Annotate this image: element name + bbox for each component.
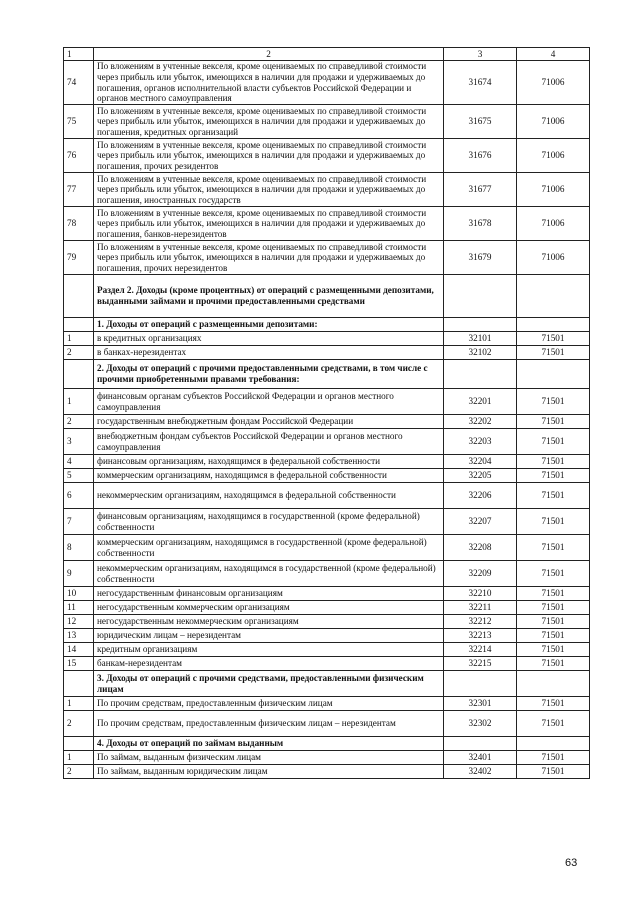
row-symbol-cell: 71501 <box>517 601 590 615</box>
table-row <box>64 601 590 615</box>
row-symbol-cell <box>517 318 590 332</box>
table-row <box>64 469 590 483</box>
row-symbol-cell: 71501 <box>517 765 590 779</box>
row-description-cell: По займам, выданным физическим лицам <box>94 751 444 765</box>
row-description-cell: коммерческим организациям, находящимся в государственной (кроме федеральной) собственности <box>94 535 444 561</box>
row-symbol-cell: 71006 <box>517 105 590 139</box>
row-number-cell: 1 <box>64 389 94 415</box>
row-account-code-cell: 32201 <box>444 389 517 415</box>
row-description-cell: По вложениям в учтенные векселя, кроме оцениваемых по справедливой стоимости через прибыль или убыток, имеющихся в наличии для продажи и удерживаемых до погашения, прочих нерезидентов <box>94 241 444 275</box>
row-symbol-cell <box>517 275 590 318</box>
table-row <box>64 657 590 671</box>
row-description-cell: негосударственным некоммерческим организациям <box>94 615 444 629</box>
row-number-cell: 1 <box>64 697 94 711</box>
row-account-code-cell: 32301 <box>444 697 517 711</box>
table-row <box>64 429 590 455</box>
row-description-cell: внебюджетным фондам субъектов Российской Федерации и органов местного самоуправления <box>94 429 444 455</box>
header-cell-2: 2 <box>94 48 444 61</box>
row-symbol-cell: 71006 <box>517 241 590 275</box>
row-symbol-cell: 71501 <box>517 455 590 469</box>
row-description-cell: финансовым организациям, находящимся в государственной (кроме федеральной) собственности <box>94 509 444 535</box>
row-account-code-cell: 31677 <box>444 173 517 207</box>
table-row <box>64 509 590 535</box>
row-number-cell <box>64 275 94 318</box>
row-description-cell: финансовым организациям, находящимся в федеральной собственности <box>94 455 444 469</box>
row-number-cell: 9 <box>64 561 94 587</box>
row-number-cell: 79 <box>64 241 94 275</box>
row-number-cell: 5 <box>64 469 94 483</box>
row-account-code-cell: 32206 <box>444 483 517 509</box>
table-row <box>64 360 590 389</box>
table-row <box>64 561 590 587</box>
row-number-cell: 76 <box>64 139 94 173</box>
row-description-cell: коммерческим организациям, находящимся в федеральной собственности <box>94 469 444 483</box>
row-symbol-cell: 71501 <box>517 657 590 671</box>
row-account-code-cell: 32101 <box>444 332 517 346</box>
row-number-cell: 10 <box>64 587 94 601</box>
row-symbol-cell <box>517 671 590 697</box>
row-symbol-cell: 71501 <box>517 643 590 657</box>
row-symbol-cell: 71501 <box>517 711 590 737</box>
header-cell-3: 3 <box>444 48 517 61</box>
table-header-row <box>64 48 590 61</box>
table-row <box>64 389 590 415</box>
row-account-code-cell: 32212 <box>444 615 517 629</box>
row-description-cell: негосударственным финансовым организациям <box>94 587 444 601</box>
row-symbol-cell: 71501 <box>517 469 590 483</box>
row-account-code-cell: 31678 <box>444 207 517 241</box>
row-description-cell: кредитным организациям <box>94 643 444 657</box>
row-symbol-cell: 71501 <box>517 697 590 711</box>
row-number-cell <box>64 737 94 751</box>
row-number-cell: 13 <box>64 629 94 643</box>
row-description-cell: в кредитных организациях <box>94 332 444 346</box>
row-description-cell: 2. Доходы от операций с прочими предоставленными средствами, в том числе с прочими приобретенными правами требования: <box>94 360 444 389</box>
row-symbol-cell: 71501 <box>517 561 590 587</box>
row-symbol-cell: 71006 <box>517 61 590 105</box>
row-symbol-cell: 71006 <box>517 207 590 241</box>
row-description-cell: 1. Доходы от операций с размещенными депозитами: <box>94 318 444 332</box>
row-number-cell: 3 <box>64 429 94 455</box>
row-account-code-cell: 32207 <box>444 509 517 535</box>
table-row <box>64 671 590 697</box>
row-account-code-cell <box>444 360 517 389</box>
row-number-cell: 2 <box>64 415 94 429</box>
table-row <box>64 346 590 360</box>
row-number-cell: 11 <box>64 601 94 615</box>
row-description-cell: По вложениям в учтенные векселя, кроме оцениваемых по справедливой стоимости через прибыль или убыток, имеющихся в наличии для продажи и удерживаемых до погашения, кредитных организаций <box>94 105 444 139</box>
income-codes-table <box>63 47 590 779</box>
row-account-code-cell: 32205 <box>444 469 517 483</box>
row-description-cell: По вложениям в учтенные векселя, кроме оцениваемых по справедливой стоимости через прибыль или убыток, имеющихся в наличии для продажи и удерживаемых до погашения, банков-нерезидентов <box>94 207 444 241</box>
table-row <box>64 275 590 318</box>
row-number-cell: 12 <box>64 615 94 629</box>
row-account-code-cell: 31675 <box>444 105 517 139</box>
row-account-code-cell: 32102 <box>444 346 517 360</box>
row-symbol-cell <box>517 737 590 751</box>
table-row <box>64 105 590 139</box>
row-description-cell: Раздел 2. Доходы (кроме процентных) от операций с размещенными депозитами, выданными займами и прочими предоставленными средствами <box>94 275 444 318</box>
row-symbol-cell: 71501 <box>517 509 590 535</box>
row-symbol-cell: 71501 <box>517 587 590 601</box>
row-account-code-cell: 32208 <box>444 535 517 561</box>
row-number-cell: 2 <box>64 711 94 737</box>
row-description-cell: государственным внебюджетным фондам Российской Федерации <box>94 415 444 429</box>
row-number-cell <box>64 671 94 697</box>
row-description-cell: юридическим лицам – нерезидентам <box>94 629 444 643</box>
row-description-cell: некоммерческим организациям, находящимся в государственной (кроме федеральной) собственности <box>94 561 444 587</box>
table-row <box>64 207 590 241</box>
row-account-code-cell <box>444 737 517 751</box>
row-number-cell: 77 <box>64 173 94 207</box>
row-symbol-cell: 71501 <box>517 629 590 643</box>
row-account-code-cell: 32203 <box>444 429 517 455</box>
row-description-cell: По вложениям в учтенные векселя, кроме оцениваемых по справедливой стоимости через прибыль или убыток, имеющихся в наличии для продажи и удерживаемых до погашения, иностранных государств <box>94 173 444 207</box>
row-account-code-cell: 32210 <box>444 587 517 601</box>
header-cell-1: 1 <box>64 48 94 61</box>
row-number-cell: 14 <box>64 643 94 657</box>
row-number-cell: 4 <box>64 455 94 469</box>
row-description-cell: По вложениям в учтенные векселя, кроме оцениваемых по справедливой стоимости через прибыль или убыток, имеющихся в наличии для продажи и удерживаемых до погашения, прочих резидентов <box>94 139 444 173</box>
table-row <box>64 318 590 332</box>
table-row <box>64 415 590 429</box>
row-account-code-cell: 32214 <box>444 643 517 657</box>
row-symbol-cell: 71501 <box>517 615 590 629</box>
table-row <box>64 737 590 751</box>
row-description-cell: некоммерческим организациям, находящимся в федеральной собственности <box>94 483 444 509</box>
table-row <box>64 629 590 643</box>
row-number-cell: 2 <box>64 346 94 360</box>
table-row <box>64 139 590 173</box>
table-row <box>64 751 590 765</box>
row-description-cell: 3. Доходы от операций с прочими средствами, предоставленными физическим лицам <box>94 671 444 697</box>
row-account-code-cell: 32209 <box>444 561 517 587</box>
row-description-cell: в банках-нерезидентах <box>94 346 444 360</box>
row-account-code-cell: 32401 <box>444 751 517 765</box>
page-number: 63 <box>565 857 578 869</box>
row-description-cell: негосударственным коммерческим организациям <box>94 601 444 615</box>
table-row <box>64 241 590 275</box>
table-row <box>64 765 590 779</box>
row-symbol-cell: 71501 <box>517 429 590 455</box>
row-description-cell: По займам, выданным юридическим лицам <box>94 765 444 779</box>
table-row <box>64 615 590 629</box>
row-account-code-cell: 32402 <box>444 765 517 779</box>
row-account-code-cell: 32204 <box>444 455 517 469</box>
row-account-code-cell: 31679 <box>444 241 517 275</box>
row-account-code-cell: 32211 <box>444 601 517 615</box>
row-symbol-cell: 71006 <box>517 139 590 173</box>
table-row <box>64 643 590 657</box>
row-account-code-cell: 32202 <box>444 415 517 429</box>
row-symbol-cell: 71006 <box>517 173 590 207</box>
row-symbol-cell: 71501 <box>517 346 590 360</box>
row-number-cell: 8 <box>64 535 94 561</box>
row-symbol-cell: 71501 <box>517 332 590 346</box>
row-symbol-cell: 71501 <box>517 751 590 765</box>
row-number-cell: 6 <box>64 483 94 509</box>
row-number-cell: 1 <box>64 751 94 765</box>
row-number-cell <box>64 360 94 389</box>
table-row <box>64 332 590 346</box>
table-row <box>64 711 590 737</box>
row-symbol-cell: 71501 <box>517 535 590 561</box>
table-row <box>64 697 590 711</box>
row-number-cell: 15 <box>64 657 94 671</box>
row-description-cell: 4. Доходы от операций по займам выданным <box>94 737 444 751</box>
header-cell-4: 4 <box>517 48 590 61</box>
row-number-cell <box>64 318 94 332</box>
row-description-cell: финансовым органам субъектов Российской Федерации и органов местного самоуправления <box>94 389 444 415</box>
row-account-code-cell: 31674 <box>444 61 517 105</box>
table-row <box>64 483 590 509</box>
row-number-cell: 7 <box>64 509 94 535</box>
row-account-code-cell <box>444 318 517 332</box>
row-description-cell: По прочим средствам, предоставленным физическим лицам <box>94 697 444 711</box>
table-row <box>64 455 590 469</box>
row-symbol-cell <box>517 360 590 389</box>
row-account-code-cell <box>444 275 517 318</box>
row-account-code-cell: 32213 <box>444 629 517 643</box>
row-account-code-cell: 31676 <box>444 139 517 173</box>
row-number-cell: 78 <box>64 207 94 241</box>
row-description-cell: По вложениям в учтенные векселя, кроме оцениваемых по справедливой стоимости через прибыль или убыток, имеющихся в наличии для продажи и удерживаемых до погашения, органов исполнительной власти субъектов Российской Федерации и органов местного самоуправления <box>94 61 444 105</box>
row-symbol-cell: 71501 <box>517 389 590 415</box>
table-row <box>64 535 590 561</box>
row-account-code-cell: 32215 <box>444 657 517 671</box>
row-account-code-cell <box>444 671 517 697</box>
row-account-code-cell: 32302 <box>444 711 517 737</box>
table-row <box>64 61 590 105</box>
row-symbol-cell: 71501 <box>517 483 590 509</box>
row-number-cell: 74 <box>64 61 94 105</box>
row-number-cell: 2 <box>64 765 94 779</box>
row-description-cell: банкам-нерезидентам <box>94 657 444 671</box>
row-number-cell: 75 <box>64 105 94 139</box>
table-row <box>64 587 590 601</box>
row-description-cell: По прочим средствам, предоставленным физическим лицам – нерезидентам <box>94 711 444 737</box>
row-number-cell: 1 <box>64 332 94 346</box>
table-row <box>64 173 590 207</box>
row-symbol-cell: 71501 <box>517 415 590 429</box>
